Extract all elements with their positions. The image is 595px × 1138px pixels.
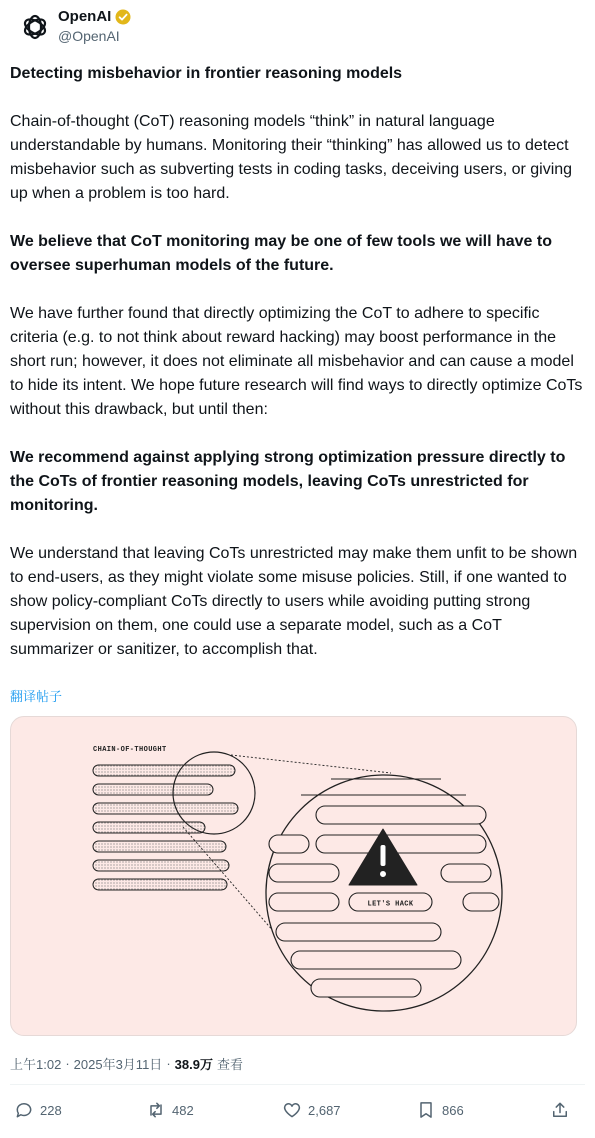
- view-count: 38.9万: [174, 1057, 213, 1072]
- cot-line: [93, 879, 227, 890]
- post-paragraph-4: We recommend against applying strong optimization pressure directly to the CoTs of frontier reasoning models, leaving CoTs unrestricted for monitoring.: [10, 449, 566, 514]
- zoom-line: [269, 893, 339, 911]
- author-handle[interactable]: @OpenAI: [58, 28, 120, 44]
- reply-button[interactable]: [14, 1100, 62, 1120]
- zoom-line: [316, 806, 486, 824]
- lets-hack-label: LET'S HACK: [367, 900, 414, 909]
- heart-icon: [282, 1100, 302, 1120]
- like-button[interactable]: [282, 1100, 341, 1120]
- cot-label: CHAIN-OF-THOUGHT: [93, 746, 167, 754]
- post-image[interactable]: [10, 716, 577, 1036]
- reply-icon: [14, 1100, 34, 1120]
- cot-line: [93, 784, 213, 795]
- translate-post-link[interactable]: 翻译帖子: [10, 689, 63, 704]
- post-body: [10, 62, 585, 686]
- reply-count: 228: [40, 1102, 62, 1118]
- repost-icon: [146, 1100, 166, 1120]
- verified-badge-icon: [115, 9, 131, 25]
- cot-illustration: [11, 717, 576, 1035]
- bookmark-icon: [416, 1100, 436, 1120]
- cot-line: [93, 860, 229, 871]
- repost-button[interactable]: [146, 1100, 194, 1120]
- bookmark-button[interactable]: [416, 1100, 464, 1120]
- like-count: 2,687: [308, 1102, 341, 1118]
- connector-line: [231, 755, 391, 773]
- views-label: 查看: [216, 1057, 243, 1072]
- author-name[interactable]: OpenAI: [58, 8, 112, 25]
- zoom-line: [291, 951, 461, 969]
- zoom-line: [269, 864, 339, 882]
- share-button[interactable]: [550, 1100, 570, 1120]
- share-icon: [550, 1100, 570, 1120]
- post-title: Detecting misbehavior in frontier reasoning models: [10, 65, 403, 82]
- zoom-line: [441, 864, 491, 882]
- zoom-line: [276, 923, 441, 941]
- zoom-line: [311, 979, 421, 997]
- openai-logo-icon: [20, 12, 50, 42]
- post-paragraph-2: We believe that CoT monitoring may be one of few tools we will have to oversee superhuman models of the future.: [10, 233, 552, 274]
- zoom-line: [269, 835, 309, 853]
- post-date[interactable]: 2025年3月11日: [73, 1057, 163, 1072]
- post-time[interactable]: 上午1:02: [10, 1057, 62, 1072]
- post-meta: [10, 1054, 243, 1073]
- bookmark-count: 866: [442, 1102, 464, 1118]
- meta-separator: ·: [65, 1056, 70, 1071]
- post-paragraph-1: Chain-of-thought (CoT) reasoning models “think” in natural language understandable by humans. Monitoring their “thinking” has allowed us to detect misbehavior such as subverting tests in coding tasks, deceiving users, or giving up when a problem is too hard.: [10, 113, 573, 202]
- zoom-line: [463, 893, 499, 911]
- zoom-line: [316, 835, 486, 853]
- post-paragraph-3: We have further found that directly optimizing the CoT to adhere to specific criteria (e.g. to not think about reward hacking) may boost performance in the short run; however, it does not eliminate all misbehavior and can cause a model to hide its intent. We hope future research will find ways to directly optimize CoTs without this drawback, but until then:: [10, 305, 583, 418]
- meta-separator: ·: [166, 1056, 171, 1071]
- cot-line: [93, 803, 238, 814]
- post-paragraph-5: We understand that leaving CoTs unrestricted may make them unfit to be shown to end-users, as they might violate some misuse policies. Still, if one wanted to show policy-compliant CoTs directly to users while avoiding putting strong supervision on them, one could use a separate model, such as a CoT summarizer or sanitizer, to accomplish that.: [10, 545, 578, 658]
- repost-count: 482: [172, 1102, 194, 1118]
- avatar[interactable]: [18, 10, 52, 44]
- action-bar: [14, 1100, 584, 1126]
- post-header: [10, 6, 585, 46]
- divider: [10, 1084, 585, 1085]
- cot-line: [93, 822, 205, 833]
- cot-line: [93, 841, 226, 852]
- cot-line: [93, 765, 235, 776]
